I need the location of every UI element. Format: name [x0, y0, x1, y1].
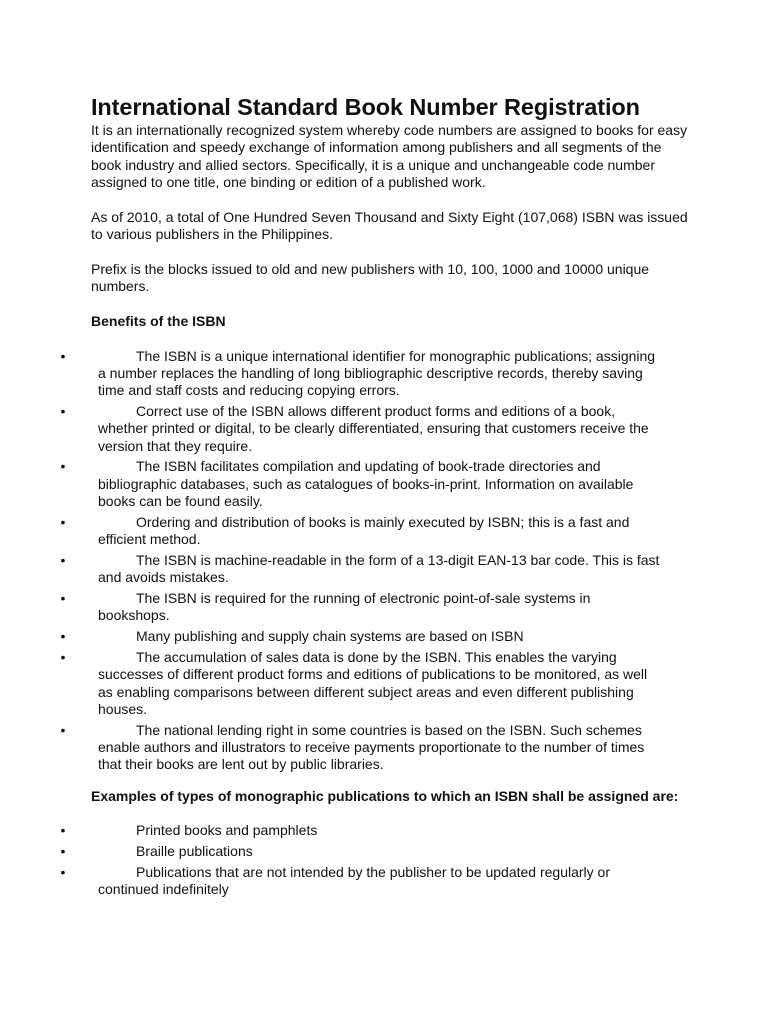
bullet-icon: • — [60, 403, 66, 420]
page-title: International Standard Book Number Registration — [91, 94, 640, 120]
list-item-text: The ISBN facilitates compilation and updating of book-trade directories and bibliographic databases, such as catalogues of books-in-print. Information on available books can be found easily. — [98, 458, 634, 510]
statistics-paragraph: As of 2010, a total of One Hundred Seven Thousand and Sixty Eight (107,068) ISBN was issued to various publishers in the Philippines. — [91, 208, 688, 242]
list-item — [60, 513, 663, 549]
bullet-icon: • — [60, 513, 66, 530]
list-item — [60, 843, 663, 860]
list-item — [60, 458, 663, 510]
bullet-icon: • — [60, 628, 66, 645]
bullet-icon: • — [60, 458, 66, 475]
document-page — [60, 92, 691, 902]
list-item — [60, 403, 663, 455]
list-item — [60, 347, 663, 400]
benefits-heading: Benefits of the ISBN — [91, 312, 226, 329]
list-item-text: The ISBN is machine-readable in the form of a 13-digit EAN-13 bar code. This is fast and avoids mistakes. — [98, 551, 660, 586]
list-item — [60, 551, 663, 587]
list-item — [60, 822, 663, 839]
prefix-paragraph: Prefix is the blocks issued to old and new publishers with 10, 100, 1000 and 10000 unique numbers. — [91, 260, 650, 295]
list-item-text: The national lending right in some countries is based on the ISBN. Such schemes enable authors and illustrators to receive payments proportionate to the number of times that their books are lent out by public libraries. — [98, 721, 645, 773]
list-item — [60, 648, 663, 718]
bullet-icon: • — [60, 648, 66, 665]
list-item — [60, 590, 663, 625]
bullet-icon: • — [60, 551, 66, 568]
list-item-text: The ISBN is required for the running of electronic point-of-sale systems in bookshops. — [98, 590, 591, 624]
list-item-text: Correct use of the ISBN allows different product forms and editions of a book, whether printed or digital, to be clearly differentiated, ensuring that customers receive the version that they require. — [98, 403, 649, 454]
bullet-icon: • — [60, 347, 66, 364]
bullet-icon: • — [60, 590, 66, 607]
list-item-text: Braille publications — [136, 843, 253, 860]
benefits-list — [60, 347, 663, 774]
list-item-text: The ISBN is a unique international identifier for monographic publications; assigning a number replaces the handling of long bibliographic descriptive records, thereby saving time and staff costs and reducing copying errors. — [98, 347, 656, 399]
list-item — [60, 628, 663, 645]
list-item-text: Printed books and pamphlets — [136, 822, 318, 839]
list-item-text: Publications that are not intended by the publisher to be updated regularly or continued indefinitely — [98, 863, 610, 898]
list-item — [60, 863, 663, 899]
list-item-text: Ordering and distribution of books is mainly executed by ISBN; this is a fast and efficient method. — [98, 513, 630, 548]
bullet-icon: • — [60, 721, 66, 738]
bullet-icon: • — [60, 863, 66, 880]
examples-heading: Examples of types of monographic publications to which an ISBN shall be assigned are: — [91, 787, 679, 804]
list-item-text: Many publishing and supply chain systems are based on ISBN — [136, 628, 524, 645]
bullet-icon: • — [60, 822, 66, 839]
list-item-text: The accumulation of sales data is done by the ISBN. This enables the varying successes of different product forms and editions of publications to be monitored, as well as enabling comparisons between different subject areas and even different publishing houses. — [98, 648, 648, 717]
examples-list — [60, 822, 663, 898]
list-item — [60, 721, 663, 774]
intro-paragraph: It is an internationally recognized system whereby code numbers are assigned to books for easy identification and speedy exchange of information among publishers and all segments of the book industry and allied sectors. Specifically, it is a unique and unchangeable code number assigned to one title, one binding or edition of a published work. — [91, 122, 688, 190]
bullet-icon: • — [60, 843, 66, 860]
